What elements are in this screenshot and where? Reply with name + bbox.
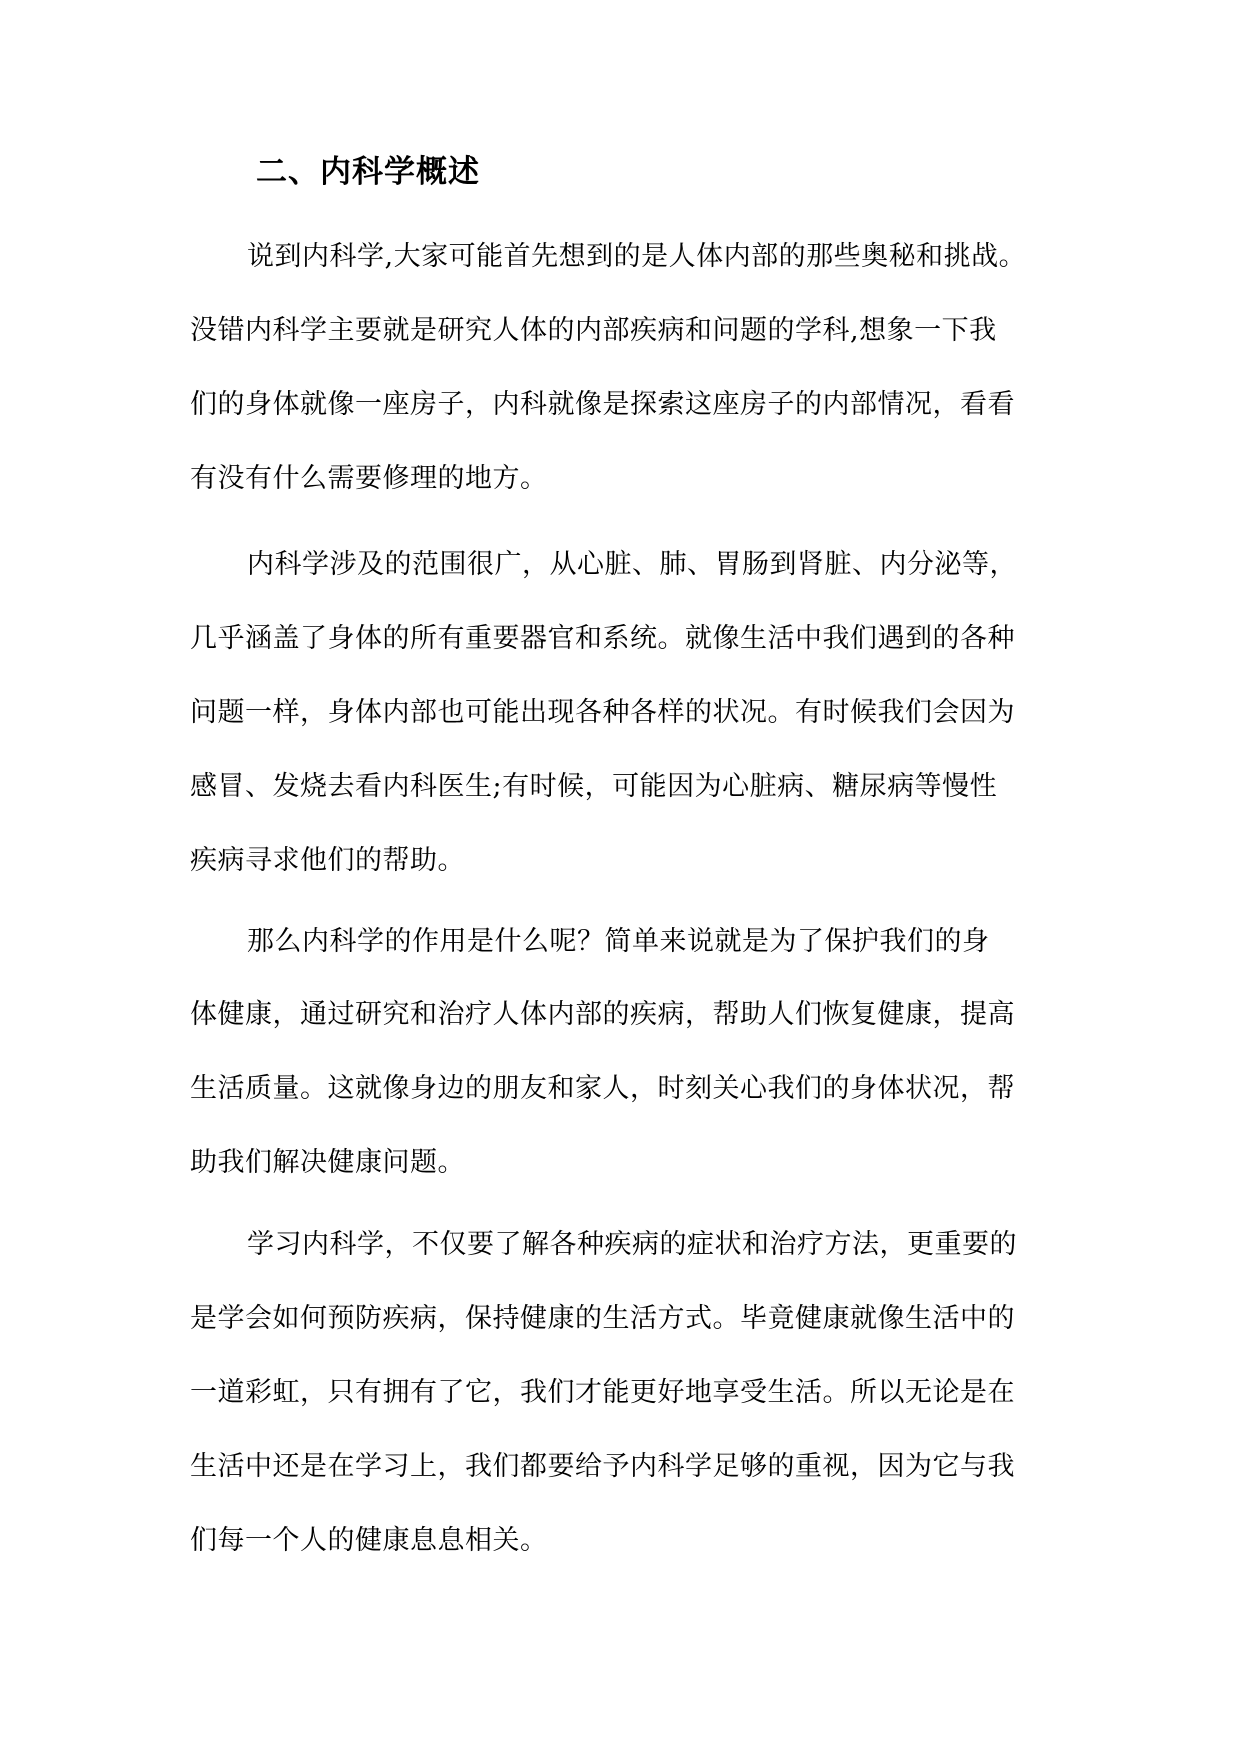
paragraph-3-line-1: 那么内科学的作用是什么呢？简单来说就是为了保护我们的身 xyxy=(247,926,990,957)
paragraph-1-line-2: 没错内科学主要就是研究人体的内部疾病和问题的学科,想象一下我 xyxy=(190,315,997,346)
paragraph-4-line-2: 是学会如何预防疾病，保持健康的生活方式。毕竟健康就像生活中的 xyxy=(190,1303,1015,1334)
paragraph-1-line-4: 有没有什么需要修理的地方。 xyxy=(190,463,548,494)
paragraph-1-line-3: 们的身体就像一座房子，内科就像是探索这座房子的内部情况，看看 xyxy=(190,389,1015,420)
paragraph-4-line-1: 学习内科学，不仅要了解各种疾病的症状和治疗方法，更重要的 xyxy=(247,1229,1017,1260)
paragraph-2-line-1: 内科学涉及的范围很广，从心脏、肺、胃肠到肾脏、内分泌等， xyxy=(247,549,1017,580)
paragraph-3-line-3: 生活质量。这就像身边的朋友和家人，时刻关心我们的身体状况，帮 xyxy=(190,1073,1015,1104)
section-heading: 二、内科学概述 xyxy=(256,154,480,190)
paragraph-4-line-5: 们每一个人的健康息息相关。 xyxy=(190,1525,548,1556)
paragraph-1-line-1: 说到内科学,大家可能首先想到的是人体内部的那些奥秘和挑战。 xyxy=(247,241,1027,272)
paragraph-4-line-4: 生活中还是在学习上，我们都要给予内科学足够的重视，因为它与我 xyxy=(190,1451,1015,1482)
paragraph-2-line-5: 疾病寻求他们的帮助。 xyxy=(190,845,465,876)
paragraph-4-line-3: 一道彩虹，只有拥有了它，我们才能更好地享受生活。所以无论是在 xyxy=(190,1377,1015,1408)
paragraph-3-line-2: 体健康，通过研究和治疗人体内部的疾病，帮助人们恢复健康，提高 xyxy=(190,999,1015,1030)
paragraph-2-line-4: 感冒、发烧去看内科医生;有时候，可能因为心脏病、糖尿病等慢性 xyxy=(190,771,998,802)
paragraph-2-line-3: 问题一样，身体内部也可能出现各种各样的状况。有时候我们会因为 xyxy=(190,697,1015,728)
paragraph-2-line-2: 几乎涵盖了身体的所有重要器官和系统。就像生活中我们遇到的各种 xyxy=(190,623,1015,654)
paragraph-3-line-4: 助我们解决健康问题。 xyxy=(190,1147,465,1178)
